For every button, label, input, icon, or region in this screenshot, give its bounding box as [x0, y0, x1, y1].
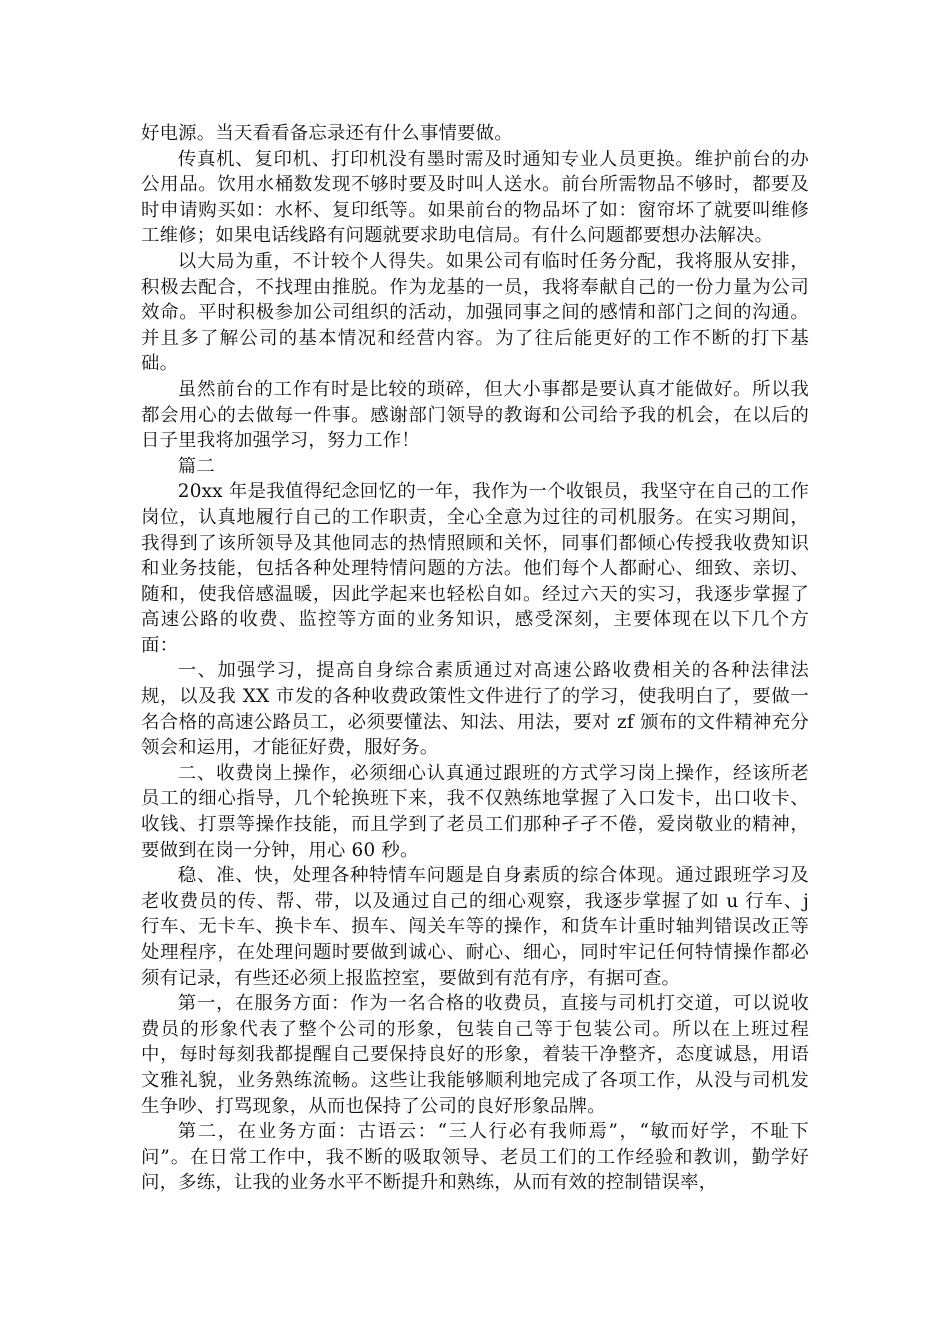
paragraph: 虽然前台的工作有时是比较的琐碎，但大小事都是要认真才能做好。所以我都会用心的去做每一件事。感谢部门领导的教诲和公司给予我的机会，在以后的日子里我将加强学习，努力工作！ — [141, 378, 809, 452]
section-heading: 篇二 — [177, 455, 215, 477]
paragraph: 20xx 年是我值得纪念回忆的一年，我作为一个收银员，我坚守在自己的工作岗位，认真地履行自己的工作职责，全心全意为过往的司机服务。在实习期间，我得到了该所领导及其他同志的热情照顾和关怀，同事们都倾心传授我收费知识和业务技能，包括各种处理特情问题的方法。他们每个人都耐心、细致、亲切、随和，使我倍感温暖，因此学起来也轻松自如。经过六天的实习，我逐步掌握了高速公路的收费、监控等方面的业务知识，感受深刻，主要体现在以下几个方面： — [141, 481, 809, 656]
paragraph: 稳、准、快，处理各种特情车问题是自身素质的综合体现。通过跟班学习及老收费员的传、帮、带，以及通过自己的细心观察，我逐步掌握了如 u 行车、j 行车、无卡车、换卡车、损车、闯关车等的操作，和货车计重时轴判错误改正等处理程序，在处理问题时要做到诚心、耐心、细心，同时牢记任何特情操作都必须有记录，有些还必须上报监控室，要做到有范有序，有据可查。 — [141, 865, 809, 989]
paragraph: 第二，在业务方面：古语云：“三人行必有我师焉”，“敏而好学，不耻下问”。在日常工作中，我不断的吸取领导、老员工们的工作经验和教训，勤学好问，多练，让我的业务水平不断提升和熟练，从而有效的控制错误率， — [141, 1121, 809, 1194]
paragraph: 传真机、复印机、打印机没有墨时需及时通知专业人员更换。维护前台的办公用品。饮用水桶数发现不够时要及时叫人送水。前台所需物品不够时，都要及时申请购买如：水杯、复印纸等。如果前台的物品坏了如：窗帘坏了就要叫维修工维修；如果电话线路有问题就要求助电信局。有什么问题都要想办法解决。 — [141, 148, 809, 247]
document-body — [141, 121, 809, 1196]
paragraph: 好电源。当天看看备忘录还有什么事情要做。 — [141, 123, 513, 144]
paragraph: 第一，在服务方面：作为一名合格的收费员，直接与司机打交道，可以说收费员的形象代表了整个公司的形象，包装自己等于包装公司。所以在上班过程中，每时每刻我都提醒自己要保持良好的形象，着装干净整齐，态度诚恳，用语文雅礼貌，业务熟练流畅。这些让我能够顺利地完成了各项工作，从没与司机发生争吵、打骂现象，从而也保持了公司的良好形象品牌。 — [141, 993, 809, 1117]
paragraph: 二、收费岗上操作，必须细心认真通过跟班的方式学习岗上操作，经该所老员工的细心指导，几个轮换班下来，我不仅熟练地掌握了入口发卡，出口收卡、收钱、打票等操作技能，而且学到了老员工们那种孑孑不倦，爱岗敬业的精神，要做到在岗一分钟，用心 60 秒。 — [141, 762, 809, 861]
paragraph: 以大局为重，不计较个人得失。如果公司有临时任务分配，我将服从安排，积极去配合，不找理由推脱。作为龙基的一员，我将奉献自己的一份力量为公司效命。平时积极参加公司组织的活动，加强同事之间的感情和部门之间的沟通。并且多了解公司的基本情况和经营内容。为了往后能更好的工作不断的打下基础。 — [141, 250, 809, 375]
paragraph: 一、加强学习，提高自身综合素质通过对高速公路收费相关的各种法律法规，以及我 XX 市发的各种收费政策性文件进行了的学习，使我明白了，要做一名合格的高速公路员工，必须要懂法、知法、用法，要对 zf 颁布的文件精神充分领会和运用，才能征好费，服好务。 — [141, 660, 809, 759]
